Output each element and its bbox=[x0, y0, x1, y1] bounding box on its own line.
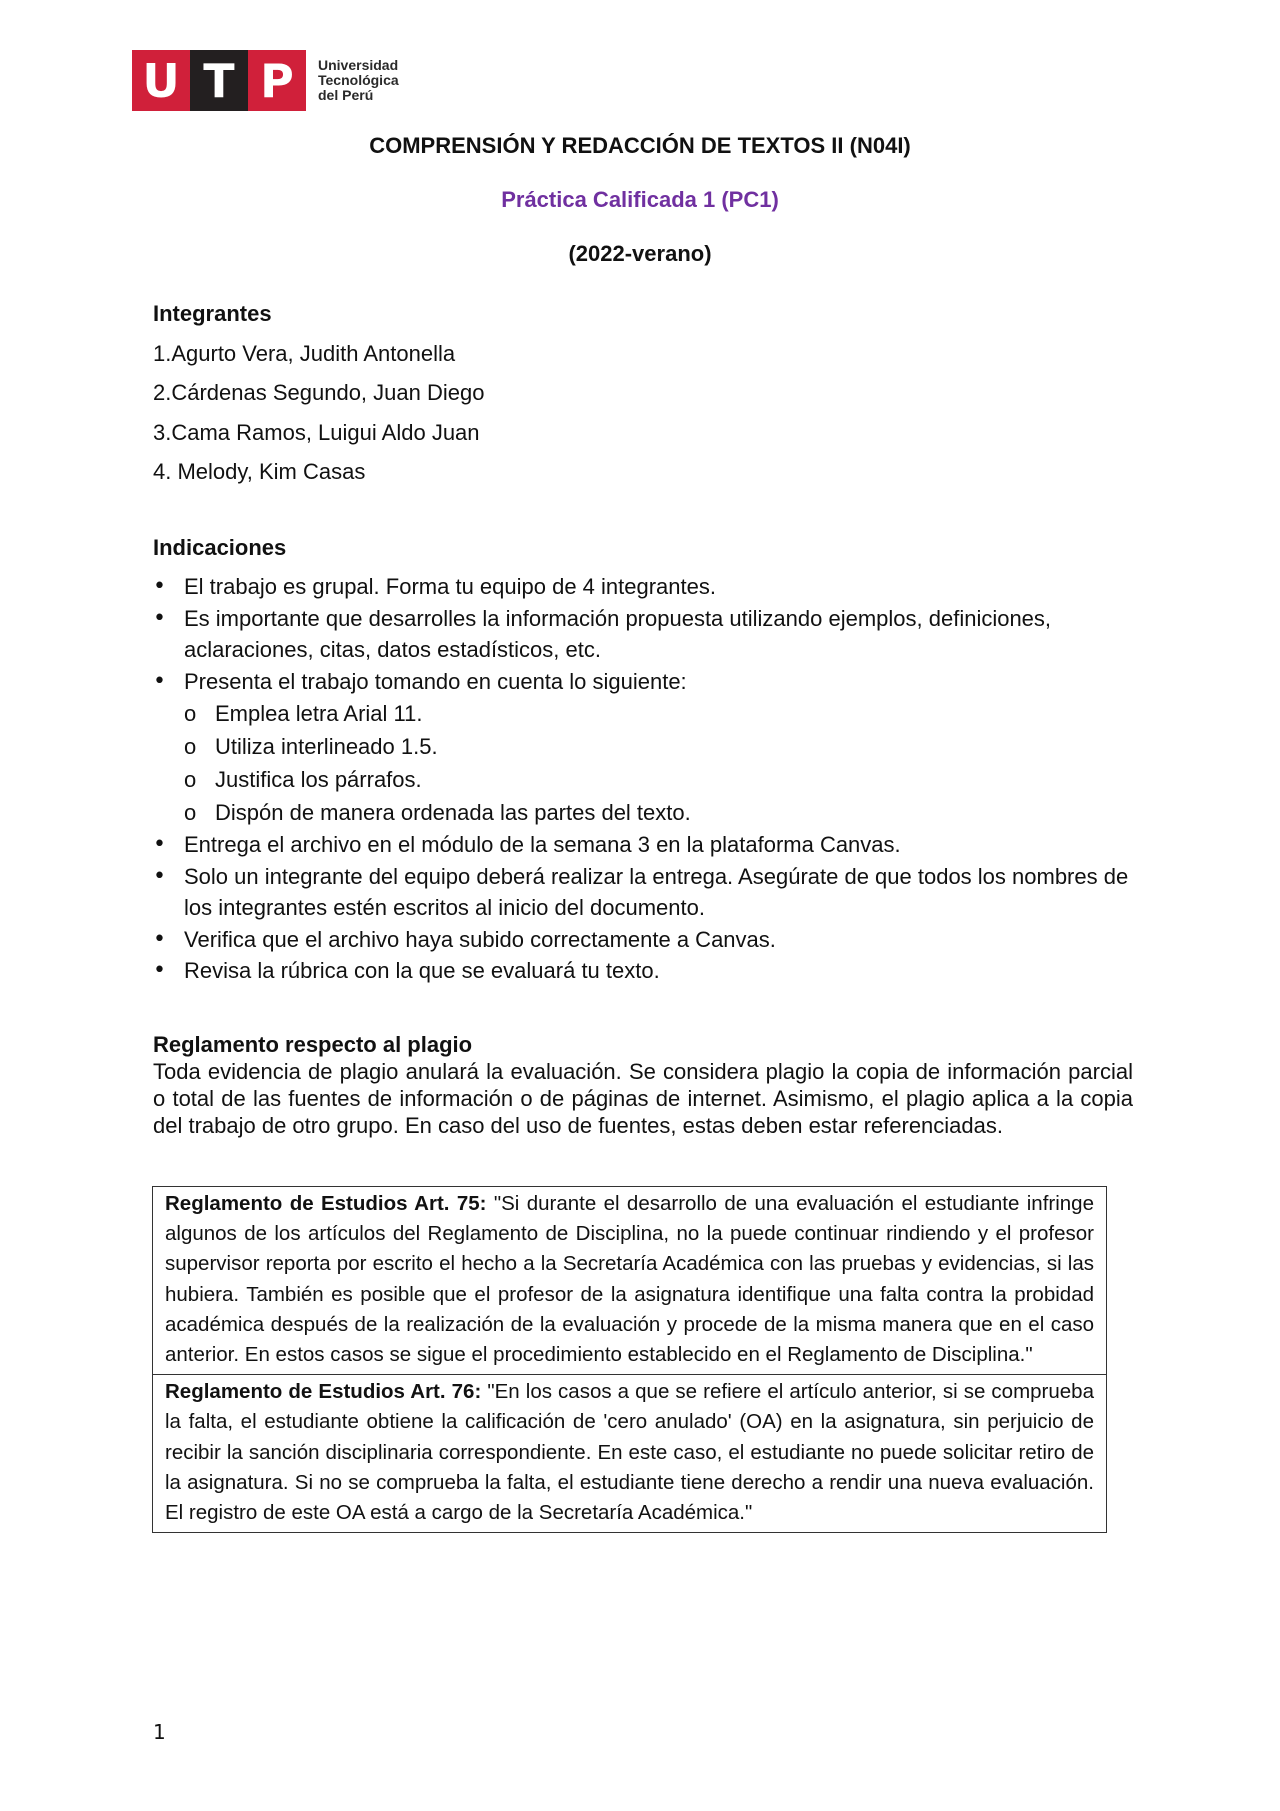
indication-item: • Es importante que desarrolles la información propuesta utilizando ejemplos, definiciones, aclaraciones, citas, datos estadísticos, etc. bbox=[153, 603, 1133, 666]
indication-item: • Solo un integrante del equipo deberá realizar la entrega. Asegúrate de que todos los nombres de los integrantes estén escritos al inicio del documento. bbox=[153, 861, 1133, 924]
regulation-text: "En los casos a que se refiere el artículo anterior, si se comprueba la falta, el estudiante obtiene la calificación de 'cero anulado' (OA) en la asignatura, sin perjuicio de recibir la sanción disciplinaria correspondiente. En este caso, el estudiante no puede solicitar retiro de la asignatura. Si no se comprueba la falta, el estudiante tiene derecho a rendir una nueva evaluación. El registro de este OA está a cargo de la Secretaría Académica." bbox=[165, 1380, 1094, 1525]
regulation-cell bbox=[153, 1375, 1107, 1533]
indications-section bbox=[153, 535, 1133, 987]
logo-letter-p: P bbox=[248, 50, 306, 111]
member-item: 2.Cárdenas Segundo, Juan Diego bbox=[153, 380, 485, 405]
indication-item: • Presenta el trabajo tomando en cuenta lo siguiente: bbox=[153, 666, 1133, 698]
logo-text-line: del Perú bbox=[318, 87, 374, 103]
assignment-subtitle: Práctica Calificada 1 (PC1) bbox=[501, 187, 779, 212]
plagiarism-heading: Reglamento respecto al plagio bbox=[153, 1032, 473, 1057]
indication-subitem: o Justifica los párrafos. bbox=[153, 763, 1133, 796]
regulation-row bbox=[153, 1375, 1107, 1533]
plagiarism-body: Toda evidencia de plagio anulará la evaluación. Se considera plagio la copia de información parcial o total de las fuentes de información o de páginas de internet. Asimismo, el plagio aplica a la copia del trabajo de otro grupo. En caso del uso de fuentes, estas deben estar referenciadas. bbox=[153, 1059, 1133, 1138]
logo-letter-u: U bbox=[132, 50, 190, 111]
page-number: 1 bbox=[153, 1720, 166, 1744]
plagiarism-section bbox=[153, 1031, 1133, 1139]
indications-list bbox=[153, 571, 1133, 987]
logo-letters bbox=[132, 50, 306, 111]
members-heading: Integrantes bbox=[153, 301, 272, 326]
term-period: (2022-verano) bbox=[568, 241, 712, 266]
indication-subitem: o Dispón de manera ordenada las partes del texto. bbox=[153, 796, 1133, 829]
indication-item: • Entrega el archivo en el módulo de la semana 3 en la plataforma Canvas. bbox=[153, 829, 1133, 861]
regulation-cell bbox=[153, 1187, 1107, 1375]
logo-wordmark bbox=[318, 58, 399, 103]
regulation-text: "Si durante el desarrollo de una evaluación el estudiante infringe algunos de los artículos del Reglamento de Disciplina, no la puede continuar rindiendo y el profesor supervisor reporta por escrito el hecho a la Secretaría Académica con las pruebas y evidencias, si las hubiera. También es posible que el profesor de la asignatura identifique una falta contra la probidad académica después de la realización de la evaluación y procede de la misma manera que en el caso anterior. En estos casos se sigue el procedimiento establecido en el Reglamento de Disciplina." bbox=[165, 1192, 1094, 1367]
regulation-label: Reglamento de Estudios Art. 76: bbox=[165, 1380, 482, 1404]
regulation-row bbox=[153, 1187, 1107, 1375]
member-item: 1.Agurto Vera, Judith Antonella bbox=[153, 340, 456, 366]
indication-item: • Revisa la rúbrica con la que se evaluará tu texto. bbox=[153, 955, 1133, 987]
members-section bbox=[153, 301, 1133, 499]
indication-item: • Verifica que el archivo haya subido correctamente a Canvas. bbox=[153, 924, 1133, 956]
logo-text-line: Universidad bbox=[318, 57, 399, 73]
indications-heading: Indicaciones bbox=[153, 535, 287, 560]
member-item: 3.Cama Ramos, Luigui Aldo Juan bbox=[153, 419, 480, 445]
logo-text-line: Tecnológica bbox=[318, 72, 399, 88]
course-title: COMPRENSIÓN Y REDACCIÓN DE TEXTOS II (N04I) bbox=[369, 133, 911, 158]
indication-subitem: o Emplea letra Arial 11. bbox=[153, 697, 1133, 730]
regulations-table bbox=[152, 1186, 1107, 1533]
indication-subitem: o Utiliza interlineado 1.5. bbox=[153, 730, 1133, 763]
regulation-label: Reglamento de Estudios Art. 75: bbox=[165, 1192, 487, 1215]
indication-item: • El trabajo es grupal. Forma tu equipo de 4 integrantes. bbox=[153, 571, 1133, 603]
logo-letter-t: T bbox=[190, 50, 248, 111]
member-item: 4. Melody, Kim Casas bbox=[153, 459, 366, 484]
utp-logo bbox=[132, 50, 399, 111]
